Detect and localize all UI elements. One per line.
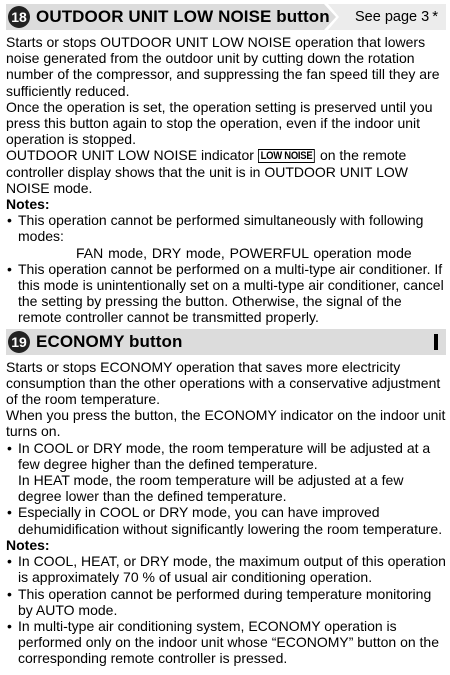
section-number-badge: 19 xyxy=(8,331,30,353)
note-text: This operation cannot be performed on a multi-type air conditioner. If this mode is unintentionally set on a multi-type air conditioner, cancel the setting by pressing the button. Otherwise, the signal of the remote controller cannot be transmitted properly. xyxy=(18,260,444,326)
bullet-icon: • xyxy=(7,504,12,521)
paragraph: When you press the button, the ECONOMY indicator on the indoor unit turns on. xyxy=(6,407,446,440)
note-item xyxy=(6,553,446,585)
list-text: In COOL or DRY mode, the room temperature will be adjusted at a few degree higher than the defined temperature. xyxy=(18,439,431,472)
bullet-icon: • xyxy=(7,553,12,570)
see-page-reference xyxy=(355,8,438,25)
note-text: In COOL, HEAT, or DRY mode, the maximum output of this operation is approximately 70 % of usual air conditioning operation. xyxy=(18,553,446,586)
list-item xyxy=(6,440,446,505)
manual-page xyxy=(6,4,446,667)
section-title: OUTDOOR UNIT LOW NOISE button xyxy=(36,7,330,26)
note-item xyxy=(6,212,446,261)
see-page-text: See page 3 xyxy=(355,9,430,25)
note-text: This operation cannot be performed simultaneously with following modes: xyxy=(18,212,424,245)
notes-heading: Notes: xyxy=(6,536,50,553)
list-text: Especially in COOL or DRY mode, you can have improved dehumidification without significantly lowering the room temperature. xyxy=(18,504,443,537)
bullet-icon: • xyxy=(7,260,12,277)
section-18-body xyxy=(6,34,446,326)
notes-heading: Notes: xyxy=(6,196,50,213)
note-item xyxy=(6,261,446,326)
section-number-badge: 18 xyxy=(8,6,30,28)
bullet-icon: • xyxy=(7,212,12,229)
section-18-header xyxy=(6,4,446,30)
bullet-icon: • xyxy=(7,617,12,634)
note-item xyxy=(6,618,446,667)
paragraph: Starts or stops OUTDOOR UNIT LOW NOISE operation that lowers noise generated from the outdoor unit by cutting down the rotation number of the compressor, and suppressing the fan speed till they are sufficiently reduced. xyxy=(6,34,440,99)
asterisk-mark: * xyxy=(432,8,439,25)
paragraph-text: on the remote controller display shows that the unit is in OUTDOOR UNIT LOW NOISE mode. xyxy=(6,147,408,196)
section-19-body xyxy=(6,359,446,667)
paragraph: Once the operation is set, the operation setting is preserved until you press this button again to stop the operation, even if the indoor unit operation is stopped. xyxy=(6,98,433,148)
list-text: In HEAT mode, the room temperature will be adjusted at a few degree lower than the defined temperature. xyxy=(18,472,404,505)
modes-text: FAN mode, DRY mode, POWERFUL operation mode xyxy=(76,244,412,261)
section-19-header xyxy=(6,329,446,355)
bullet-icon: • xyxy=(7,439,12,456)
note-text: This operation cannot be performed during temperature monitoring by AUTO mode. xyxy=(18,585,432,618)
list-item xyxy=(6,504,446,536)
paragraph-text: OUTDOOR UNIT LOW NOISE indicator xyxy=(6,147,254,164)
section-title: ECONOMY button xyxy=(36,331,183,351)
note-modes xyxy=(18,245,446,261)
paragraph xyxy=(6,147,446,196)
paragraph: Starts or stops ECONOMY operation that saves more electricity consumption than the other operations with a conservative adjustment of the room temperature. xyxy=(6,358,441,408)
note-text: In multi-type air conditioning system, ECONOMY operation is performed only on the indoor unit whose “ECONOMY” button on the corresponding remote controller is pressed. xyxy=(18,617,439,667)
revision-bar-icon xyxy=(434,334,438,350)
bullet-icon: • xyxy=(7,585,12,602)
low-noise-indicator: LOW NOISE xyxy=(258,149,315,163)
note-item xyxy=(6,586,446,618)
